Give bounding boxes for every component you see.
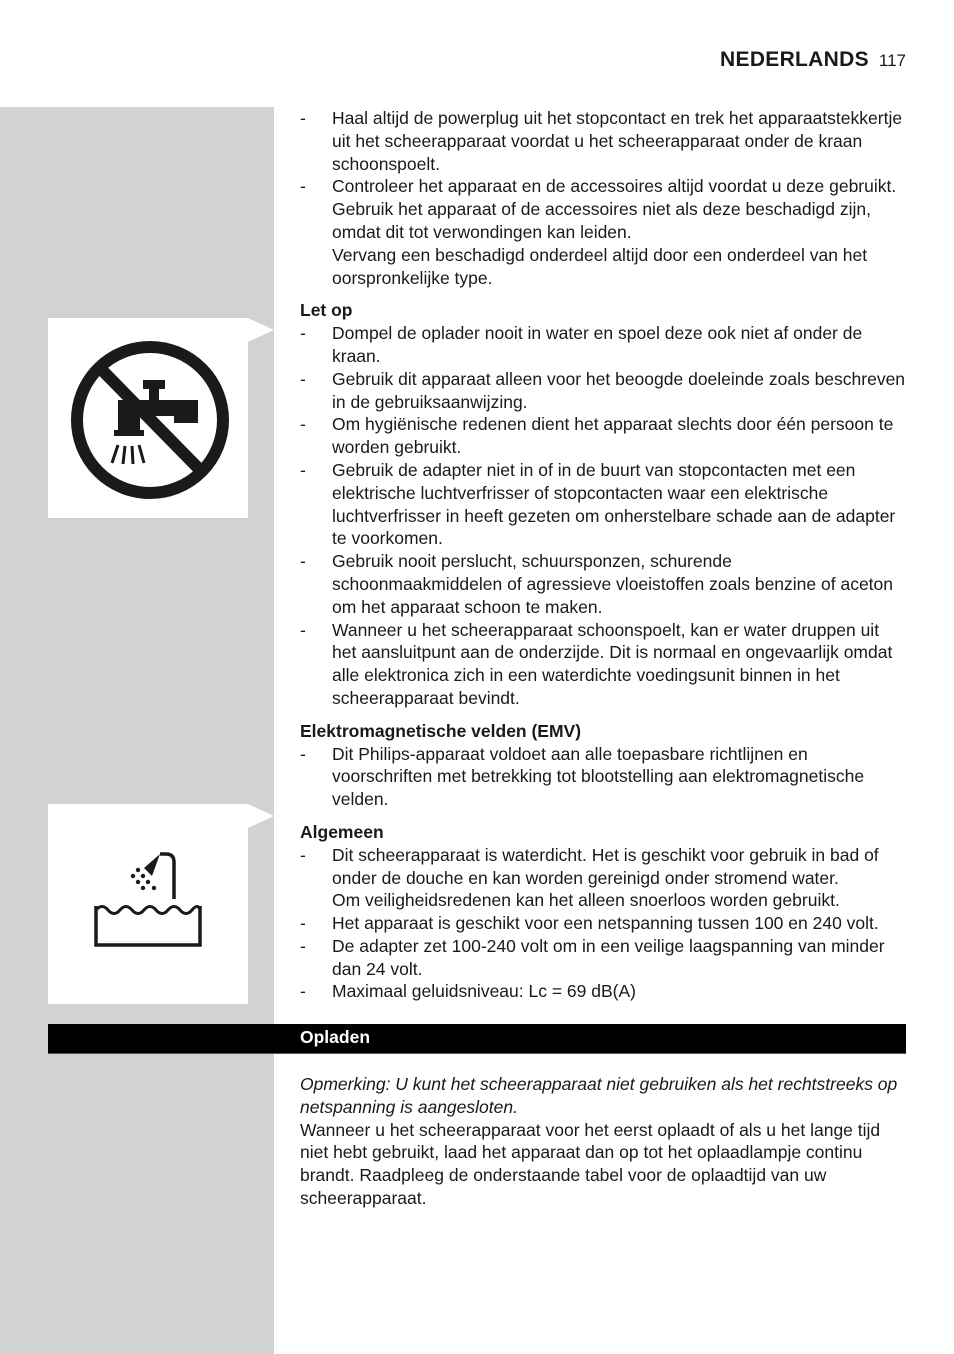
shower-bath-waterproof-icon bbox=[48, 804, 248, 1004]
list-item-text: - Dit Philips-apparaat voldoet aan alle toepasbare richtlijnen en voorschriften met betrekking tot blootstelling aan elektromagnetische velden. bbox=[332, 743, 865, 810]
page-header bbox=[720, 48, 906, 72]
list-item-text: Vervang een beschadigd onderdeel altijd door een onderdeel van het oorspronkelijke type. bbox=[332, 244, 868, 288]
intro-list bbox=[300, 107, 906, 289]
list-item-text: - Gebruik nooit perslucht, schuursponzen, schurende schoonmaakmiddelen of agressieve vloeistoffen zoals benzine of aceton om het apparaat schoon te maken. bbox=[332, 551, 893, 617]
algemeen-list bbox=[300, 844, 906, 1004]
opladen-body: Wanneer u het scheerapparaat voor het eerst oplaadt of als u het lange tijd niet hebt gebruikt, laad het apparaat dan op tot het oplaadlampje continu brandt. Raadpleeg de onderstaande tabel voor de oplaadtijd van uw scheerapparaat. bbox=[300, 1119, 881, 1208]
section-title-opladen: Opladen bbox=[300, 1027, 371, 1047]
list-item-text: Om veiligheidsredenen kan het alleen snoerloos worden gebruikt. bbox=[332, 890, 840, 911]
emv-list bbox=[300, 743, 906, 811]
figure-pointer bbox=[248, 318, 274, 342]
language-label: NEDERLANDS bbox=[720, 48, 869, 71]
figure-shower-bath bbox=[48, 804, 248, 1004]
list-item bbox=[300, 175, 906, 289]
left-margin-panel bbox=[0, 107, 274, 1354]
page-number: 117 bbox=[878, 51, 906, 70]
list-item bbox=[300, 107, 906, 175]
list-item-text: - Gebruik de adapter niet in of in de buurt van stopcontacten met een elektrische luchtverfrisser of stopcontacten waar een elektrische luchtverfrisser in heeft gezeten om onherstelbare schade aan de adapter te voorkomen. bbox=[332, 459, 896, 549]
list-item-text: - Om hygiënische redenen dient het apparaat slechts door één persoon te worden gebruikt. bbox=[332, 414, 894, 458]
list-item-text: - De adapter zet 100-240 volt om in een veilige laagspanning van minder dan 24 volt. bbox=[332, 935, 885, 979]
list-item bbox=[300, 322, 906, 368]
heading-emv: Elektromagnetische velden (EMV) bbox=[300, 720, 582, 741]
list-item-text: - Wanneer u het scheerapparaat schoonspoelt, kan er water druppen uit het aansluitpunt aan de onderzijde. Dit is normaal en ongevaarlijk omdat alle elektronica zich in een waterdichte voedingsunit binnen in het scheerapparaat bevindt. bbox=[332, 619, 893, 708]
heading-algemeen: Algemeen bbox=[300, 821, 384, 842]
opladen-note: Opmerking: U kunt het scheerapparaat niet gebruiken als het rechtstreeks op netspanning is aangesloten. bbox=[300, 1074, 898, 1117]
heading-let-op: Let op bbox=[300, 300, 353, 321]
list-item bbox=[300, 413, 906, 459]
list-item bbox=[300, 459, 906, 550]
opladen-text bbox=[300, 1073, 906, 1210]
list-item-text: - Dompel de oplader nooit in water en spoel deze ook niet af onder de kraan. bbox=[332, 323, 863, 366]
figure-pointer bbox=[248, 804, 274, 828]
list-item bbox=[300, 619, 906, 710]
list-item bbox=[300, 935, 906, 981]
list-item-text: - Haal altijd de powerplug uit het stopcontact en trek het apparaatstekkertje uit het scheerapparaat voordat u het scheerapparaat onder de kraan schoonspoelt. bbox=[332, 108, 903, 174]
list-item bbox=[300, 912, 906, 935]
no-rinse-under-tap-icon bbox=[48, 318, 248, 518]
list-item-text: - Controleer het apparaat en de accessoires altijd voordat u deze gebruikt. Gebruik het apparaat of de accessoires niet als deze beschadigd zijn, omdat dit tot verwondingen kan leiden. bbox=[332, 176, 897, 242]
main-text bbox=[300, 107, 906, 1003]
list-item bbox=[300, 743, 906, 811]
list-item-text: - Gebruik dit apparaat alleen voor het beoogde doeleinde zoals beschreven in de gebruiksaanwijzing. bbox=[332, 368, 906, 412]
list-item bbox=[300, 980, 906, 1003]
let-op-list bbox=[300, 322, 906, 710]
list-item bbox=[300, 844, 906, 912]
list-item bbox=[300, 368, 906, 414]
list-item-text: - Dit scheerapparaat is waterdicht. Het is geschikt voor gebruik in bad of onder de douche en kan worden gereinigd onder stromend water. bbox=[332, 844, 879, 888]
figure-no-tap bbox=[48, 318, 248, 518]
list-item-text: - Het apparaat is geschikt voor een netspanning tussen 100 en 240 volt. bbox=[332, 913, 879, 934]
list-item-text: - Maximaal geluidsniveau: Lc = 69 dB(A) bbox=[332, 981, 636, 1002]
section-bar-opladen bbox=[48, 1024, 906, 1054]
list-item bbox=[300, 550, 906, 618]
